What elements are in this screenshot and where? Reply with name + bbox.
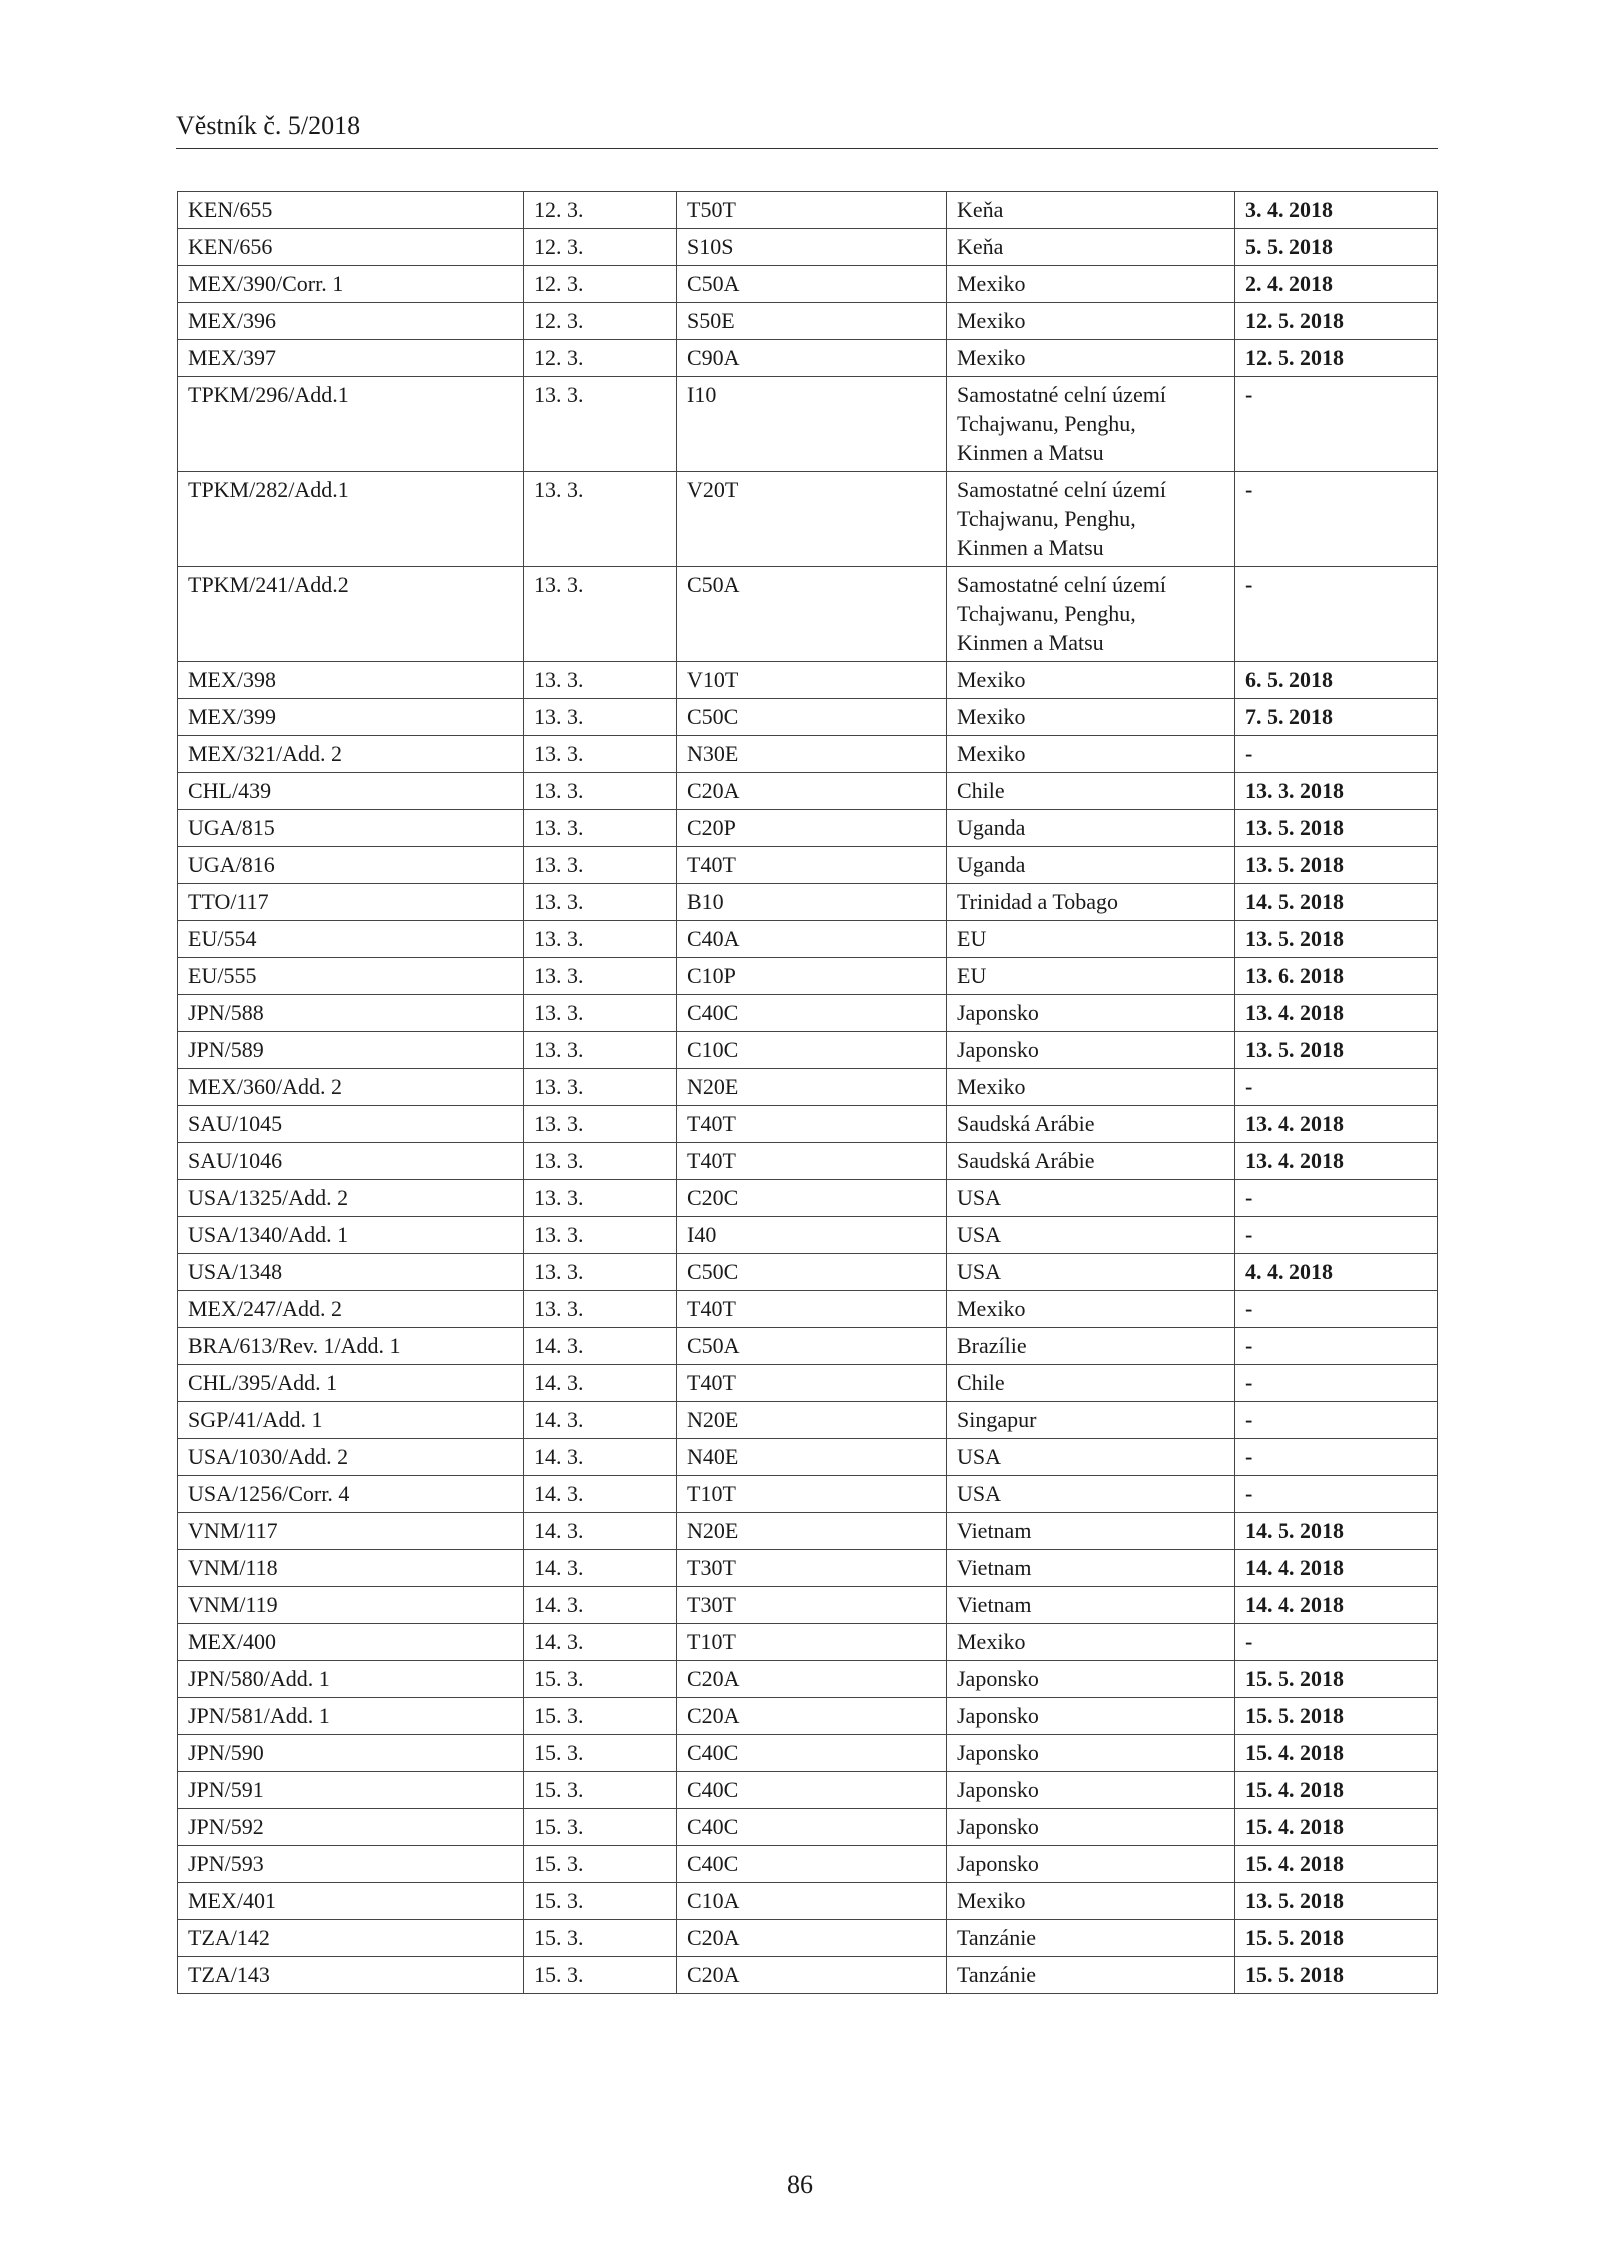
document-code-cell: JPN/581/Add. 1 xyxy=(178,1698,524,1735)
product-code-cell: N40E xyxy=(677,1439,947,1476)
table-row xyxy=(178,1180,1438,1217)
country-cell: USA xyxy=(947,1476,1235,1513)
product-code-cell: C20A xyxy=(677,773,947,810)
table-row xyxy=(178,1957,1438,1994)
country-cell: EU xyxy=(947,921,1235,958)
table-row xyxy=(178,340,1438,377)
product-code-cell: C40C xyxy=(677,1772,947,1809)
product-code-cell: N20E xyxy=(677,1513,947,1550)
notification-date-cell: 13. 3. xyxy=(524,377,677,472)
notification-date-cell: 13. 3. xyxy=(524,958,677,995)
table-row xyxy=(178,1809,1438,1846)
document-code-cell: SAU/1045 xyxy=(178,1106,524,1143)
table-row xyxy=(178,995,1438,1032)
notification-date-cell: 13. 3. xyxy=(524,1143,677,1180)
deadline-date-cell: 14. 4. 2018 xyxy=(1235,1587,1438,1624)
deadline-date-cell: 13. 5. 2018 xyxy=(1235,921,1438,958)
document-code-cell: JPN/592 xyxy=(178,1809,524,1846)
product-code-cell: C40A xyxy=(677,921,947,958)
document-code-cell: TPKM/282/Add.1 xyxy=(178,472,524,567)
table-row xyxy=(178,1291,1438,1328)
document-code-cell: USA/1325/Add. 2 xyxy=(178,1180,524,1217)
table-row xyxy=(178,699,1438,736)
table-row xyxy=(178,1328,1438,1365)
document-code-cell: USA/1348 xyxy=(178,1254,524,1291)
table-row xyxy=(178,1217,1438,1254)
deadline-date-cell: 13. 5. 2018 xyxy=(1235,1032,1438,1069)
product-code-cell: S10S xyxy=(677,229,947,266)
document-code-cell: VNM/119 xyxy=(178,1587,524,1624)
country-cell: Chile xyxy=(947,1365,1235,1402)
notification-date-cell: 13. 3. xyxy=(524,1032,677,1069)
document-code-cell: MEX/360/Add. 2 xyxy=(178,1069,524,1106)
notification-date-cell: 15. 3. xyxy=(524,1809,677,1846)
table-row xyxy=(178,1883,1438,1920)
table-row xyxy=(178,1365,1438,1402)
product-code-cell: V20T xyxy=(677,472,947,567)
deadline-date-cell: 15. 4. 2018 xyxy=(1235,1809,1438,1846)
product-code-cell: T30T xyxy=(677,1587,947,1624)
deadline-date-cell: 6. 5. 2018 xyxy=(1235,662,1438,699)
deadline-date-cell: 15. 5. 2018 xyxy=(1235,1698,1438,1735)
document-code-cell: BRA/613/Rev. 1/Add. 1 xyxy=(178,1328,524,1365)
country-cell: Mexiko xyxy=(947,1291,1235,1328)
country-cell: Mexiko xyxy=(947,736,1235,773)
country-cell: Mexiko xyxy=(947,1069,1235,1106)
product-code-cell: I40 xyxy=(677,1217,947,1254)
product-code-cell: C10C xyxy=(677,1032,947,1069)
notification-date-cell: 13. 3. xyxy=(524,699,677,736)
deadline-date-cell: - xyxy=(1235,567,1438,662)
product-code-cell: T40T xyxy=(677,1291,947,1328)
deadline-date-cell: - xyxy=(1235,1328,1438,1365)
notification-date-cell: 13. 3. xyxy=(524,884,677,921)
notification-date-cell: 14. 3. xyxy=(524,1624,677,1661)
country-cell: Trinidad a Tobago xyxy=(947,884,1235,921)
table-row xyxy=(178,1698,1438,1735)
product-code-cell: C10P xyxy=(677,958,947,995)
deadline-date-cell: 15. 5. 2018 xyxy=(1235,1957,1438,1994)
table-row xyxy=(178,1661,1438,1698)
deadline-date-cell: 13. 5. 2018 xyxy=(1235,847,1438,884)
country-cell: Japonsko xyxy=(947,995,1235,1032)
product-code-cell: C50A xyxy=(677,567,947,662)
notification-date-cell: 14. 3. xyxy=(524,1513,677,1550)
country-cell: Mexiko xyxy=(947,303,1235,340)
document-code-cell: USA/1256/Corr. 4 xyxy=(178,1476,524,1513)
deadline-date-cell: 12. 5. 2018 xyxy=(1235,340,1438,377)
table-row xyxy=(178,1402,1438,1439)
country-cell: Saudská Arábie xyxy=(947,1143,1235,1180)
product-code-cell: C50A xyxy=(677,266,947,303)
country-cell: Brazílie xyxy=(947,1328,1235,1365)
deadline-date-cell: 12. 5. 2018 xyxy=(1235,303,1438,340)
country-cell: Japonsko xyxy=(947,1846,1235,1883)
country-cell: Mexiko xyxy=(947,1624,1235,1661)
table-row xyxy=(178,303,1438,340)
deadline-date-cell: - xyxy=(1235,1069,1438,1106)
document-code-cell: MEX/400 xyxy=(178,1624,524,1661)
country-cell: Vietnam xyxy=(947,1587,1235,1624)
table-row xyxy=(178,1624,1438,1661)
deadline-date-cell: - xyxy=(1235,472,1438,567)
deadline-date-cell: - xyxy=(1235,377,1438,472)
deadline-date-cell: 13. 4. 2018 xyxy=(1235,995,1438,1032)
document-code-cell: EU/554 xyxy=(178,921,524,958)
country-cell: Keňa xyxy=(947,192,1235,229)
deadline-date-cell: 15. 4. 2018 xyxy=(1235,1735,1438,1772)
table-row xyxy=(178,1735,1438,1772)
table-row xyxy=(178,377,1438,472)
document-code-cell: MEX/398 xyxy=(178,662,524,699)
notification-date-cell: 14. 3. xyxy=(524,1550,677,1587)
notification-date-cell: 13. 3. xyxy=(524,567,677,662)
document-code-cell: TZA/143 xyxy=(178,1957,524,1994)
table-row xyxy=(178,1254,1438,1291)
notification-date-cell: 15. 3. xyxy=(524,1698,677,1735)
deadline-date-cell: 15. 4. 2018 xyxy=(1235,1846,1438,1883)
deadline-date-cell: 13. 6. 2018 xyxy=(1235,958,1438,995)
deadline-date-cell: - xyxy=(1235,1217,1438,1254)
document-code-cell: USA/1030/Add. 2 xyxy=(178,1439,524,1476)
notification-date-cell: 13. 3. xyxy=(524,472,677,567)
deadline-date-cell: 13. 5. 2018 xyxy=(1235,1883,1438,1920)
product-code-cell: T30T xyxy=(677,1550,947,1587)
notification-date-cell: 13. 3. xyxy=(524,1069,677,1106)
notification-date-cell: 13. 3. xyxy=(524,1217,677,1254)
notification-date-cell: 14. 3. xyxy=(524,1476,677,1513)
notification-date-cell: 15. 3. xyxy=(524,1920,677,1957)
product-code-cell: C20C xyxy=(677,1180,947,1217)
deadline-date-cell: - xyxy=(1235,1439,1438,1476)
document-code-cell: MEX/321/Add. 2 xyxy=(178,736,524,773)
page-footer xyxy=(0,2170,1600,2200)
country-cell: Mexiko xyxy=(947,1883,1235,1920)
product-code-cell: C20A xyxy=(677,1920,947,1957)
table-row xyxy=(178,1069,1438,1106)
deadline-date-cell: - xyxy=(1235,1402,1438,1439)
document-code-cell: MEX/399 xyxy=(178,699,524,736)
deadline-date-cell: 13. 3. 2018 xyxy=(1235,773,1438,810)
deadline-date-cell: 4. 4. 2018 xyxy=(1235,1254,1438,1291)
notification-date-cell: 13. 3. xyxy=(524,736,677,773)
document-code-cell: TZA/142 xyxy=(178,1920,524,1957)
table-row xyxy=(178,1513,1438,1550)
notification-date-cell: 13. 3. xyxy=(524,1254,677,1291)
table-row xyxy=(178,1920,1438,1957)
product-code-cell: S50E xyxy=(677,303,947,340)
notification-date-cell: 15. 3. xyxy=(524,1883,677,1920)
deadline-date-cell: - xyxy=(1235,736,1438,773)
product-code-cell: T50T xyxy=(677,192,947,229)
deadline-date-cell: 15. 4. 2018 xyxy=(1235,1772,1438,1809)
country-cell: Saudská Arábie xyxy=(947,1106,1235,1143)
document-code-cell: EU/555 xyxy=(178,958,524,995)
deadline-date-cell: 15. 5. 2018 xyxy=(1235,1661,1438,1698)
deadline-date-cell: 13. 4. 2018 xyxy=(1235,1143,1438,1180)
country-cell: Japonsko xyxy=(947,1809,1235,1846)
document-code-cell: JPN/580/Add. 1 xyxy=(178,1661,524,1698)
country-cell: Singapur xyxy=(947,1402,1235,1439)
notification-date-cell: 14. 3. xyxy=(524,1587,677,1624)
notification-date-cell: 14. 3. xyxy=(524,1328,677,1365)
notification-date-cell: 13. 3. xyxy=(524,921,677,958)
country-cell: Japonsko xyxy=(947,1661,1235,1698)
table-row xyxy=(178,1476,1438,1513)
document-code-cell: UGA/816 xyxy=(178,847,524,884)
country-cell: Vietnam xyxy=(947,1550,1235,1587)
country-cell: Tanzánie xyxy=(947,1957,1235,1994)
table-row xyxy=(178,736,1438,773)
product-code-cell: C20A xyxy=(677,1661,947,1698)
document-code-cell: USA/1340/Add. 1 xyxy=(178,1217,524,1254)
notification-date-cell: 15. 3. xyxy=(524,1772,677,1809)
page-number: 86 xyxy=(787,2170,813,2199)
product-code-cell: V10T xyxy=(677,662,947,699)
table-row xyxy=(178,773,1438,810)
country-cell: Uganda xyxy=(947,810,1235,847)
document-code-cell: MEX/247/Add. 2 xyxy=(178,1291,524,1328)
deadline-date-cell: 13. 4. 2018 xyxy=(1235,1106,1438,1143)
deadline-date-cell: - xyxy=(1235,1180,1438,1217)
country-cell: Japonsko xyxy=(947,1735,1235,1772)
document-code-cell: JPN/593 xyxy=(178,1846,524,1883)
table-row xyxy=(178,884,1438,921)
table-row xyxy=(178,229,1438,266)
country-cell: Chile xyxy=(947,773,1235,810)
deadline-date-cell: - xyxy=(1235,1624,1438,1661)
document-code-cell: UGA/815 xyxy=(178,810,524,847)
notification-date-cell: 14. 3. xyxy=(524,1402,677,1439)
product-code-cell: C90A xyxy=(677,340,947,377)
notification-date-cell: 13. 3. xyxy=(524,847,677,884)
table-row xyxy=(178,1772,1438,1809)
product-code-cell: C20A xyxy=(677,1698,947,1735)
notification-date-cell: 13. 3. xyxy=(524,995,677,1032)
document-code-cell: TTO/117 xyxy=(178,884,524,921)
deadline-date-cell: 7. 5. 2018 xyxy=(1235,699,1438,736)
table-row xyxy=(178,1032,1438,1069)
notification-date-cell: 12. 3. xyxy=(524,340,677,377)
table-row xyxy=(178,472,1438,567)
page-header xyxy=(176,110,1438,149)
table-row xyxy=(178,662,1438,699)
table-row xyxy=(178,847,1438,884)
country-cell: USA xyxy=(947,1217,1235,1254)
country-cell: Mexiko xyxy=(947,699,1235,736)
table-row xyxy=(178,958,1438,995)
country-cell: Samostatné celní území Tchajwanu, Penghu, Kinmen a Matsu xyxy=(947,377,1235,472)
document-code-cell: SAU/1046 xyxy=(178,1143,524,1180)
country-cell: Samostatné celní území Tchajwanu, Penghu, Kinmen a Matsu xyxy=(947,472,1235,567)
product-code-cell: T10T xyxy=(677,1624,947,1661)
country-cell: USA xyxy=(947,1254,1235,1291)
deadline-date-cell: 14. 4. 2018 xyxy=(1235,1550,1438,1587)
country-cell: Keňa xyxy=(947,229,1235,266)
country-cell: Uganda xyxy=(947,847,1235,884)
product-code-cell: T40T xyxy=(677,1143,947,1180)
product-code-cell: N20E xyxy=(677,1402,947,1439)
deadline-date-cell: 14. 5. 2018 xyxy=(1235,1513,1438,1550)
product-code-cell: N20E xyxy=(677,1069,947,1106)
notification-date-cell: 15. 3. xyxy=(524,1846,677,1883)
table-row xyxy=(178,1439,1438,1476)
document-code-cell: VNM/117 xyxy=(178,1513,524,1550)
document-code-cell: JPN/588 xyxy=(178,995,524,1032)
product-code-cell: I10 xyxy=(677,377,947,472)
country-cell: USA xyxy=(947,1180,1235,1217)
deadline-date-cell: - xyxy=(1235,1365,1438,1402)
country-cell: USA xyxy=(947,1439,1235,1476)
document-code-cell: MEX/397 xyxy=(178,340,524,377)
deadline-date-cell: 2. 4. 2018 xyxy=(1235,266,1438,303)
document-code-cell: KEN/656 xyxy=(178,229,524,266)
product-code-cell: T10T xyxy=(677,1476,947,1513)
notification-date-cell: 12. 3. xyxy=(524,192,677,229)
table-row xyxy=(178,1106,1438,1143)
country-cell: Japonsko xyxy=(947,1772,1235,1809)
notification-date-cell: 15. 3. xyxy=(524,1661,677,1698)
document-code-cell: MEX/396 xyxy=(178,303,524,340)
document-code-cell: CHL/439 xyxy=(178,773,524,810)
deadline-date-cell: - xyxy=(1235,1476,1438,1513)
product-code-cell: C20P xyxy=(677,810,947,847)
product-code-cell: B10 xyxy=(677,884,947,921)
country-cell: Mexiko xyxy=(947,662,1235,699)
notification-date-cell: 13. 3. xyxy=(524,1106,677,1143)
document-code-cell: VNM/118 xyxy=(178,1550,524,1587)
deadline-date-cell: 14. 5. 2018 xyxy=(1235,884,1438,921)
notification-date-cell: 13. 3. xyxy=(524,662,677,699)
deadline-date-cell: 5. 5. 2018 xyxy=(1235,229,1438,266)
document-code-cell: MEX/390/Corr. 1 xyxy=(178,266,524,303)
table-row xyxy=(178,1550,1438,1587)
table-row xyxy=(178,192,1438,229)
country-cell: Japonsko xyxy=(947,1698,1235,1735)
document-code-cell: TPKM/296/Add.1 xyxy=(178,377,524,472)
country-cell: Mexiko xyxy=(947,340,1235,377)
product-code-cell: T40T xyxy=(677,847,947,884)
table-body xyxy=(178,192,1438,1994)
notification-date-cell: 12. 3. xyxy=(524,229,677,266)
country-cell: Mexiko xyxy=(947,266,1235,303)
deadline-date-cell: 15. 5. 2018 xyxy=(1235,1920,1438,1957)
country-cell: Vietnam xyxy=(947,1513,1235,1550)
product-code-cell: C50C xyxy=(677,1254,947,1291)
document-code-cell: CHL/395/Add. 1 xyxy=(178,1365,524,1402)
notification-date-cell: 13. 3. xyxy=(524,1291,677,1328)
country-cell: Samostatné celní území Tchajwanu, Penghu, Kinmen a Matsu xyxy=(947,567,1235,662)
table-row xyxy=(178,266,1438,303)
deadline-date-cell: 13. 5. 2018 xyxy=(1235,810,1438,847)
document-code-cell: JPN/591 xyxy=(178,1772,524,1809)
product-code-cell: C40C xyxy=(677,995,947,1032)
document-code-cell: SGP/41/Add. 1 xyxy=(178,1402,524,1439)
document-code-cell: MEX/401 xyxy=(178,1883,524,1920)
product-code-cell: C50A xyxy=(677,1328,947,1365)
document-code-cell: JPN/589 xyxy=(178,1032,524,1069)
product-code-cell: C40C xyxy=(677,1735,947,1772)
notification-date-cell: 12. 3. xyxy=(524,303,677,340)
country-cell: Japonsko xyxy=(947,1032,1235,1069)
country-cell: EU xyxy=(947,958,1235,995)
table-row xyxy=(178,1143,1438,1180)
table-row xyxy=(178,1587,1438,1624)
document-code-cell: JPN/590 xyxy=(178,1735,524,1772)
product-code-cell: C20A xyxy=(677,1957,947,1994)
table-row xyxy=(178,810,1438,847)
table-row xyxy=(178,567,1438,662)
product-code-cell: C40C xyxy=(677,1846,947,1883)
document-code-cell: KEN/655 xyxy=(178,192,524,229)
product-code-cell: C50C xyxy=(677,699,947,736)
product-code-cell: T40T xyxy=(677,1365,947,1402)
product-code-cell: C10A xyxy=(677,1883,947,1920)
notification-date-cell: 15. 3. xyxy=(524,1735,677,1772)
product-code-cell: C40C xyxy=(677,1809,947,1846)
notification-date-cell: 13. 3. xyxy=(524,1180,677,1217)
notification-date-cell: 13. 3. xyxy=(524,773,677,810)
deadline-date-cell: - xyxy=(1235,1291,1438,1328)
notification-date-cell: 15. 3. xyxy=(524,1957,677,1994)
country-cell: Tanzánie xyxy=(947,1920,1235,1957)
product-code-cell: N30E xyxy=(677,736,947,773)
document-code-cell: TPKM/241/Add.2 xyxy=(178,567,524,662)
product-code-cell: T40T xyxy=(677,1106,947,1143)
table-row xyxy=(178,1846,1438,1883)
notification-date-cell: 12. 3. xyxy=(524,266,677,303)
notification-table xyxy=(177,191,1438,1994)
notification-date-cell: 14. 3. xyxy=(524,1365,677,1402)
notification-date-cell: 14. 3. xyxy=(524,1439,677,1476)
deadline-date-cell: 3. 4. 2018 xyxy=(1235,192,1438,229)
notification-date-cell: 13. 3. xyxy=(524,810,677,847)
publication-title: Věstník č. 5/2018 xyxy=(176,111,361,140)
table-row xyxy=(178,921,1438,958)
